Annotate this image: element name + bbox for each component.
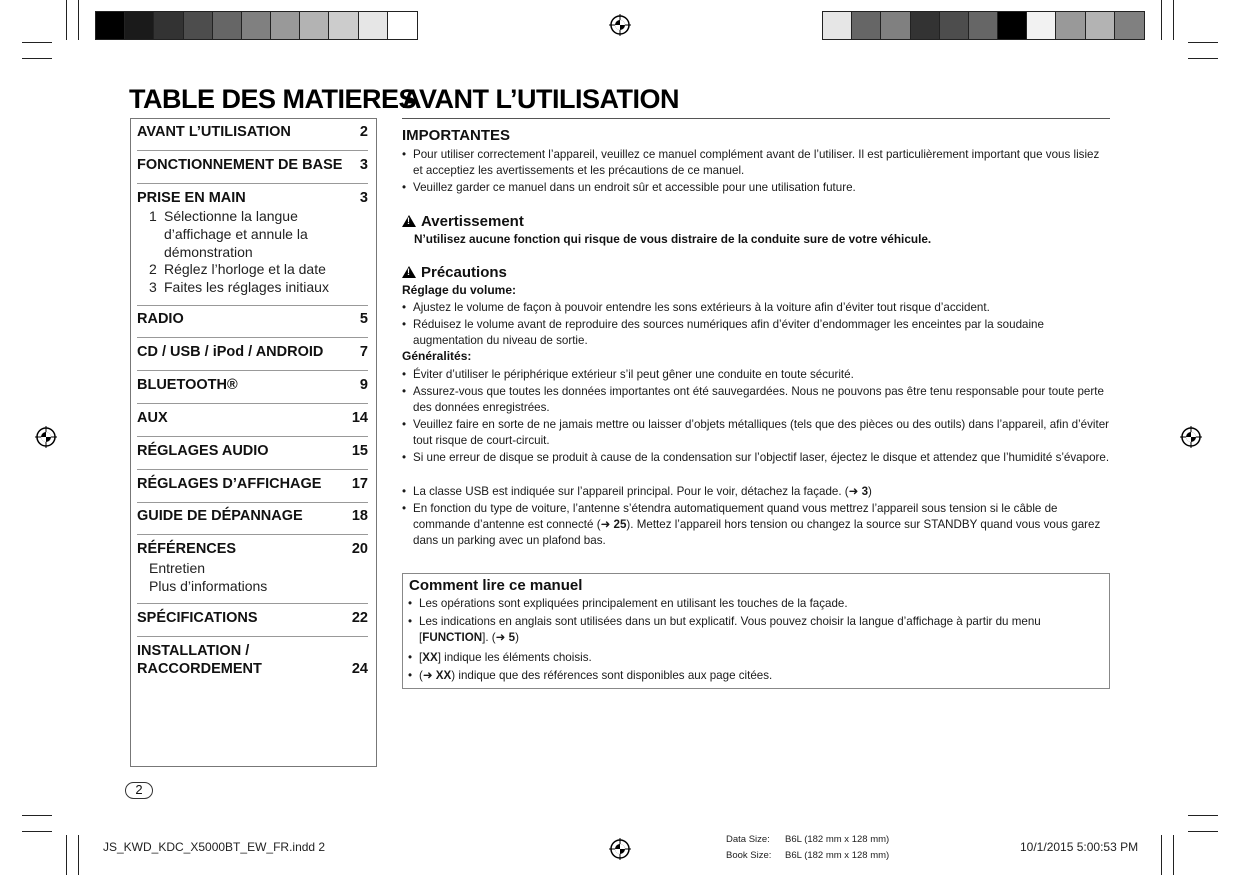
table-of-contents (130, 118, 377, 767)
subheading-generalites: Généralités: (402, 349, 472, 363)
toc-item[interactable]: AUX 14 (137, 410, 368, 426)
color-swatch (213, 12, 242, 39)
divider (137, 337, 368, 338)
toc-subitem[interactable]: 3 Faites les réglages initiaux (149, 279, 329, 295)
registration-mark-icon (609, 838, 631, 860)
color-swatch (1056, 12, 1085, 39)
color-swatch (940, 12, 969, 39)
toc-item[interactable]: BLUETOOTH® 9 (137, 377, 368, 393)
toc-subitem[interactable]: Plus d’informations (149, 578, 268, 594)
crop-mark (1161, 835, 1162, 875)
color-swatch (1027, 12, 1056, 39)
footer-book-size-value: B6L (182 mm x 128 mm) (785, 850, 890, 861)
page-reference[interactable]: ➜ XX (422, 669, 452, 682)
divider (137, 469, 368, 470)
color-swatch (1086, 12, 1115, 39)
page-reference[interactable]: ➜ 5 (495, 631, 516, 645)
footer-timestamp: 10/1/2015 5:00:53 PM (1020, 840, 1139, 854)
toc-subitem[interactable]: Entretien (149, 560, 206, 576)
toc-item[interactable]: CD / USB / iPod / ANDROID 7 (137, 344, 368, 360)
crop-mark (78, 835, 79, 875)
page-reference[interactable]: ➜ 3 (848, 485, 869, 498)
crop-mark (1188, 42, 1218, 43)
crop-mark (22, 42, 52, 43)
bullet-item: • Pour utiliser correctement l’appareil, veuillez ce manuel complément avant de l’utiliser. Il est particulièrement important que vous lisiez et acceptiez les avertissements et les précautions de ce manuel. (402, 147, 1112, 179)
color-swatch (300, 12, 329, 39)
divider (137, 603, 368, 604)
toc-item[interactable]: RÉFÉRENCES 20 (137, 541, 368, 557)
bullet-item: • Les opérations sont expliquées principalement en utilisant les touches de la façade. (408, 596, 1104, 612)
footer-data-size-label: Data Size: (726, 834, 770, 845)
toc-item[interactable]: AVANT L’UTILISATION 2 (137, 124, 368, 140)
crop-mark (22, 815, 52, 816)
divider (137, 534, 368, 535)
section-heading-avertissement: !Avertissement (402, 213, 524, 230)
toc-item[interactable]: RÉGLAGES AUDIO 15 (137, 443, 368, 459)
footer-book-size-label: Book Size: (726, 850, 772, 861)
divider (137, 502, 368, 503)
toc-item[interactable]: INSTALLATION / (137, 643, 250, 659)
toc-item[interactable]: GUIDE DE DÉPANNAGE 18 (137, 508, 368, 524)
page-reference[interactable]: ➜ 25 (600, 518, 627, 532)
toc-title: TABLE DES MATIERES (129, 84, 417, 114)
color-swatch (969, 12, 998, 39)
bullet-item: • En fonction du type de voiture, l’antenne s’étendra automatiquement quand vous mettrez l’appareil sous tension si le câble de commande d’antenne est connecté (➜ 25). Mettez l’appareil hors tension ou changez la source sur STANDBY quand vous vous garez dans un parking avec un plafond bas. (402, 501, 1112, 550)
subheading-volume: Réglage du volume: (402, 283, 517, 297)
divider (137, 183, 368, 184)
color-bar-left (95, 11, 418, 40)
divider (137, 403, 368, 404)
divider (137, 436, 368, 437)
page-title: AVANT L’UTILISATION (402, 84, 679, 114)
registration-mark-icon (1180, 426, 1202, 448)
bullet-item: • Veuillez faire en sorte de ne jamais mettre ou laisser d’objets métalliques (tels que des pièces ou des outils) dans l’appareil, afin d’éviter tout risque de court-circuit. (402, 417, 1112, 449)
crop-mark (78, 0, 79, 40)
page-number: 2 (125, 782, 153, 799)
toc-subitem[interactable]: 1 Sélectionne la langue (149, 208, 298, 224)
box-heading: Comment lire ce manuel (409, 577, 583, 594)
divider (137, 305, 368, 306)
title-rule (402, 118, 1110, 119)
toc-subitem[interactable]: démonstration (164, 244, 253, 260)
crop-mark (1188, 815, 1218, 816)
bullet-item: • Ajustez le volume de façon à pouvoir entendre les sons extérieurs à la voiture afin d’éviter tout risque d’accident. (402, 300, 1112, 316)
divider (137, 636, 368, 637)
section-heading-precautions: !Précautions (402, 264, 507, 281)
color-swatch (329, 12, 358, 39)
color-swatch (271, 12, 300, 39)
crop-mark (1161, 0, 1162, 40)
color-swatch (823, 12, 852, 39)
color-swatch (998, 12, 1027, 39)
toc-item[interactable]: FONCTIONNEMENT DE BASE 3 (137, 157, 368, 173)
bullet-item: • Éviter d’utiliser le périphérique extérieur s’il peut gêner une conduite en toute sécurité. (402, 367, 1112, 383)
crop-mark (1188, 831, 1218, 832)
how-to-read-box (402, 573, 1110, 689)
crop-mark (22, 831, 52, 832)
toc-item[interactable]: RÉGLAGES D’AFFICHAGE 17 (137, 476, 368, 492)
color-swatch (242, 12, 271, 39)
crop-mark (22, 58, 52, 59)
footer-data-size-value: B6L (182 mm x 128 mm) (785, 834, 890, 845)
bullet-item: • Si une erreur de disque se produit à cause de la condensation sur l’objectif laser, éjectez le disque et attendez que l’humidité s’évapore. (402, 450, 1112, 466)
color-swatch (154, 12, 183, 39)
bullet-item: • Veuillez garder ce manuel dans un endroit sûr et accessible pour une utilisation future. (402, 180, 1112, 196)
crop-mark (1173, 835, 1174, 875)
color-swatch (911, 12, 940, 39)
warning-text: N’utilisez aucune fonction qui risque de vous distraire de la conduite sure de votre véhicule. (414, 232, 932, 246)
toc-item[interactable]: SPÉCIFICATIONS 22 (137, 610, 368, 626)
bullet-item: • [XX] indique les éléments choisis. (408, 650, 1104, 666)
toc-item-continued[interactable]: RACCORDEMENT 24 (137, 661, 368, 677)
crop-mark (1188, 58, 1218, 59)
divider (137, 370, 368, 371)
registration-mark-icon (35, 426, 57, 448)
registration-mark-icon (609, 14, 631, 36)
color-swatch (359, 12, 388, 39)
warning-icon (402, 215, 416, 227)
bullet-item: • Les indications en anglais sont utilisées dans un but explicatif. Vous pouvez choisir la langue d’affichage à partir du menu [FUNCTION]. (➜ 5) (408, 614, 1104, 646)
color-swatch (1115, 12, 1144, 39)
toc-item[interactable]: PRISE EN MAIN 3 (137, 190, 368, 206)
color-swatch (881, 12, 910, 39)
bullet-item: • Réduisez le volume avant de reproduire des sources numériques afin d’éviter d’endommager les enceintes par la soudaine augmentation du niveau de sortie. (402, 317, 1112, 349)
toc-subitem[interactable]: 2 Réglez l’horloge et la date (149, 261, 326, 277)
section-heading-importantes: IMPORTANTES (402, 127, 511, 144)
toc-item[interactable]: RADIO 5 (137, 311, 368, 327)
crop-mark (1173, 0, 1174, 40)
toc-subitem[interactable]: d’affichage et annule la (164, 226, 308, 242)
color-swatch (96, 12, 125, 39)
bullet-item: • (➜ XX) indique que des références sont disponibles aux page citées. (408, 668, 1104, 684)
color-swatch (184, 12, 213, 39)
color-swatch (388, 12, 417, 39)
color-bar-right (822, 11, 1145, 40)
color-swatch (125, 12, 154, 39)
crop-mark (66, 835, 67, 875)
crop-mark (66, 0, 67, 40)
footer-filename: JS_KWD_KDC_X5000BT_EW_FR.indd 2 (103, 840, 326, 854)
bullet-item: • Assurez-vous que toutes les données importantes ont été sauvegardées. Nous ne pouvons pas être tenu responsable pour toute perte des données enregistrées. (402, 384, 1112, 416)
bullet-item: • La classe USB est indiquée sur l’appareil principal. Pour le voir, détachez la façade. (➜ 3) (402, 484, 1112, 500)
color-swatch (852, 12, 881, 39)
divider (137, 150, 368, 151)
warning-icon (402, 266, 416, 278)
